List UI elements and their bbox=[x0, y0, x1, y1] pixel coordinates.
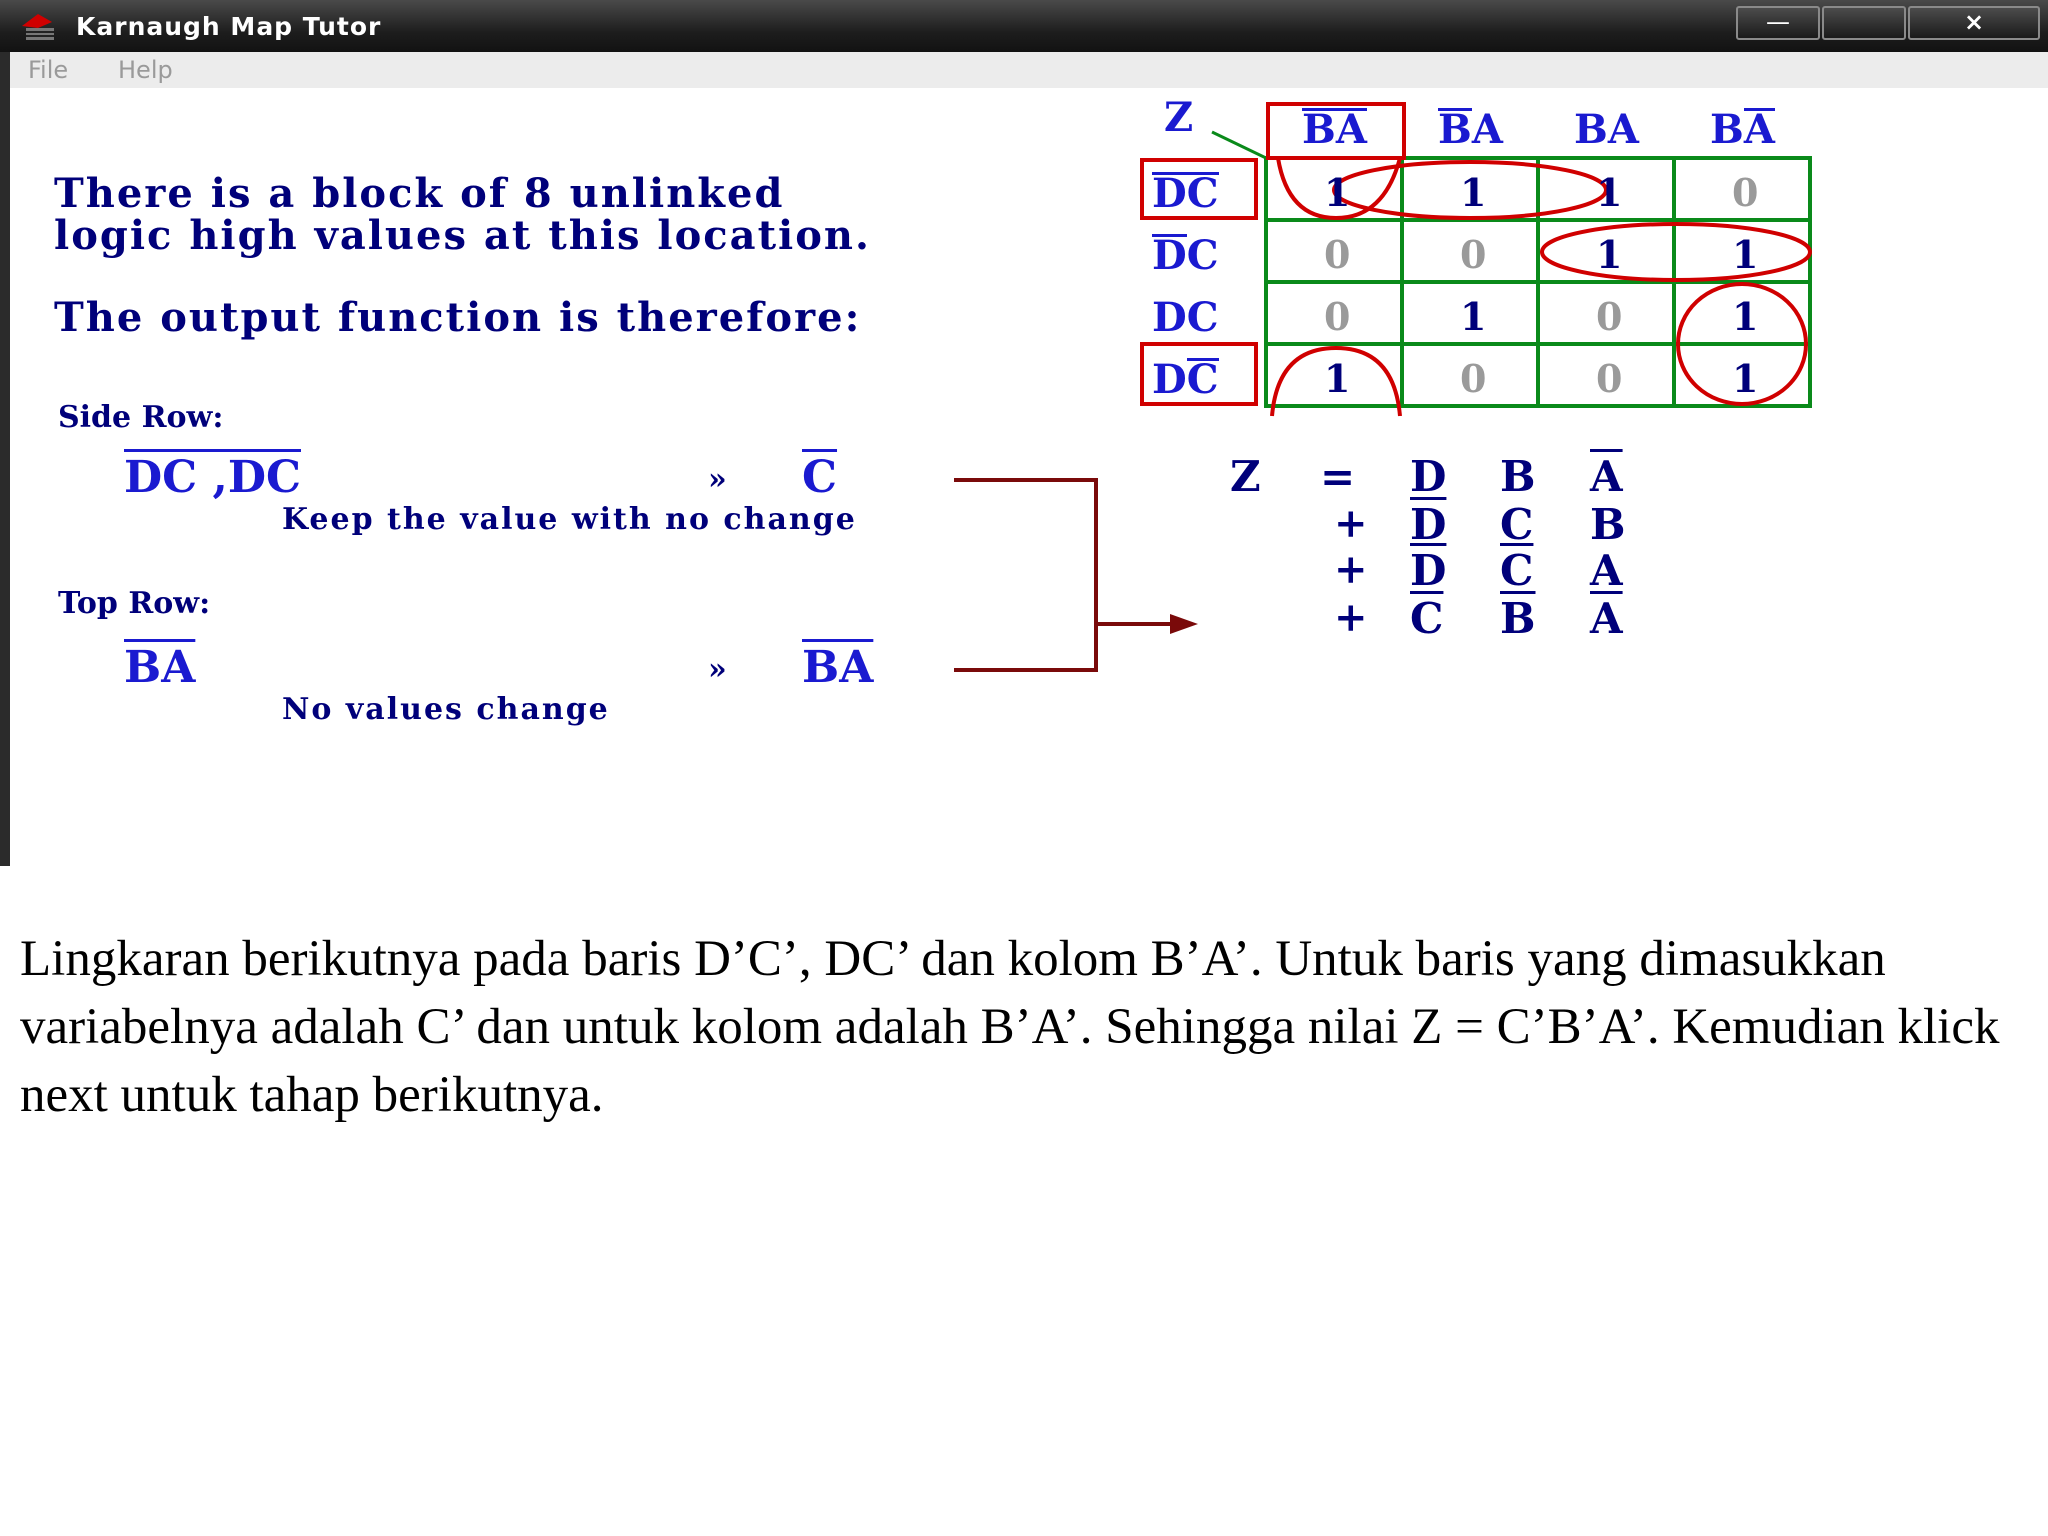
eq-term-4-c: $\overline{C}$ bbox=[1410, 594, 1444, 643]
side-row-result: $\overline{C}$ bbox=[802, 452, 838, 503]
kmap-col-4-a: A bbox=[1743, 106, 1775, 153]
close-icon: × bbox=[1963, 8, 1985, 36]
kmap-row-2-c: C bbox=[1186, 232, 1219, 279]
kmap-row-3-c: C bbox=[1186, 294, 1219, 341]
kmap-col-3 bbox=[1574, 106, 1639, 153]
maximize-button[interactable] bbox=[1822, 6, 1906, 40]
kmap-cell-r4c4: 1 bbox=[1732, 356, 1759, 401]
kmap-cell-r4c3: 0 bbox=[1596, 356, 1623, 401]
eq-term-1-a: $\overline{A}$ bbox=[1590, 452, 1623, 501]
kmap-cell-r1c4: 0 bbox=[1732, 170, 1759, 215]
window-title: Karnaugh Map Tutor bbox=[76, 12, 382, 41]
arrow-head-icon bbox=[1170, 614, 1198, 634]
kmap-cell-r2c4: 1 bbox=[1732, 232, 1759, 277]
side-row-arrow: » bbox=[708, 462, 727, 497]
eq-term-2-b: B bbox=[1590, 500, 1626, 549]
kmap-col-4-b: B bbox=[1710, 106, 1744, 153]
slide-caption: Lingkaran berikutnya pada baris D’C’, DC’ dan kolom B’A’. Untuk baris yang dimasukkan variabelnya adalah C’ dan untuk kolom adalah B’A’. Sehingga nilai Z = C’B’A’. Kemudian klick next untuk tahap berikutnya. bbox=[20, 931, 2000, 1123]
top-row-arrow: » bbox=[708, 652, 727, 687]
eq-term-4-b: $\overline{B}$ bbox=[1500, 594, 1536, 643]
kmap-cell-r1c3: 1 bbox=[1596, 170, 1623, 215]
eq-term-3-c: $\overline{C}$ bbox=[1500, 546, 1534, 595]
kmap-row-1-c: C bbox=[1186, 170, 1219, 217]
kmap-row-4-c: C bbox=[1186, 356, 1219, 403]
kmap-col-1-b: B bbox=[1302, 106, 1336, 153]
top-row-result: $\overline{BA}$ bbox=[802, 642, 874, 693]
message-line-3: The output function is therefore: bbox=[54, 294, 862, 341]
kmap-cell-r2c1: 0 bbox=[1324, 232, 1351, 277]
kmap-cell-r1c1: 1 bbox=[1324, 170, 1351, 215]
top-row-note: No values change bbox=[282, 692, 610, 727]
kmap-row-2 bbox=[1152, 232, 1219, 279]
karnaugh-map bbox=[1138, 94, 1818, 420]
kmap-col-2-a: A bbox=[1471, 106, 1503, 153]
eq-plus-2: + bbox=[1334, 500, 1368, 547]
kmap-row-2-d: D bbox=[1152, 232, 1187, 279]
kmap-cell-r4c1: 1 bbox=[1324, 356, 1351, 401]
title-bar bbox=[0, 0, 2048, 54]
kmap-col-2 bbox=[1438, 106, 1503, 153]
menu-file[interactable]: File bbox=[28, 56, 69, 84]
bracket-arrow bbox=[950, 470, 1210, 680]
kmap-cell-r3c2: 1 bbox=[1460, 294, 1487, 339]
kmap-row-3 bbox=[1152, 294, 1219, 341]
kmap-col-3-a: A bbox=[1607, 106, 1639, 153]
side-row-terms: DC ,DC bbox=[124, 452, 301, 503]
kmap-row-4-d: D bbox=[1152, 356, 1187, 403]
eq-plus-4: + bbox=[1334, 594, 1368, 641]
menu-bar bbox=[10, 52, 2048, 88]
eq-term-4-a: $\overline{A}$ bbox=[1590, 594, 1623, 643]
kmap-col-1 bbox=[1302, 106, 1367, 153]
eq-term-3-d: $\overline{D}$ bbox=[1410, 546, 1447, 595]
kmap-cell-r3c4: 1 bbox=[1732, 294, 1759, 339]
kmap-row-3-d: D bbox=[1152, 294, 1187, 341]
eq-term-3-a: A bbox=[1590, 546, 1623, 595]
app-icon bbox=[18, 12, 62, 44]
kmap-cell-r2c3: 1 bbox=[1596, 232, 1623, 277]
close-button[interactable] bbox=[1908, 6, 2040, 40]
kmap-cell-r3c3: 0 bbox=[1596, 294, 1623, 339]
menu-help[interactable]: Help bbox=[118, 56, 173, 84]
kmap-col-4 bbox=[1710, 106, 1775, 153]
kmap-cell-r2c2: 0 bbox=[1460, 232, 1487, 277]
eq-term-2-c: C bbox=[1500, 500, 1534, 549]
side-row-note: Keep the value with no change bbox=[282, 502, 857, 537]
equation-lhs: Z bbox=[1230, 452, 1261, 501]
equation-equals: = bbox=[1320, 452, 1356, 501]
minimize-button[interactable] bbox=[1736, 6, 1820, 40]
kmap-cell-r1c2: 1 bbox=[1460, 170, 1487, 215]
message-line-1: There is a block of 8 unlinked bbox=[54, 170, 785, 217]
kmap-col-3-b: B bbox=[1574, 106, 1608, 153]
eq-plus-3: + bbox=[1334, 546, 1368, 593]
eq-term-1-d: D bbox=[1410, 452, 1447, 501]
kmap-col-2-b: B bbox=[1438, 106, 1472, 153]
minimize-icon: — bbox=[1766, 8, 1790, 36]
eq-term-1-b: B bbox=[1500, 452, 1536, 501]
side-row-heading: Side Row: bbox=[58, 400, 224, 435]
message-line-2: logic high values at this location. bbox=[54, 212, 871, 259]
kmap-row-1-d: D bbox=[1152, 170, 1187, 217]
top-row-terms: $\overline{BA}$ bbox=[124, 642, 196, 693]
kmap-row-4 bbox=[1152, 356, 1219, 403]
eq-term-2-d: $\overline{D}$ bbox=[1410, 500, 1447, 549]
kmap-cell-r3c1: 0 bbox=[1324, 294, 1351, 339]
kmap-col-1-a: A bbox=[1335, 106, 1367, 153]
kmap-cell-r4c2: 0 bbox=[1460, 356, 1487, 401]
kmap-row-1 bbox=[1152, 170, 1219, 217]
kmap-output-label: Z bbox=[1164, 94, 1194, 141]
window-left-border bbox=[0, 52, 10, 866]
top-row-heading: Top Row: bbox=[58, 586, 211, 621]
